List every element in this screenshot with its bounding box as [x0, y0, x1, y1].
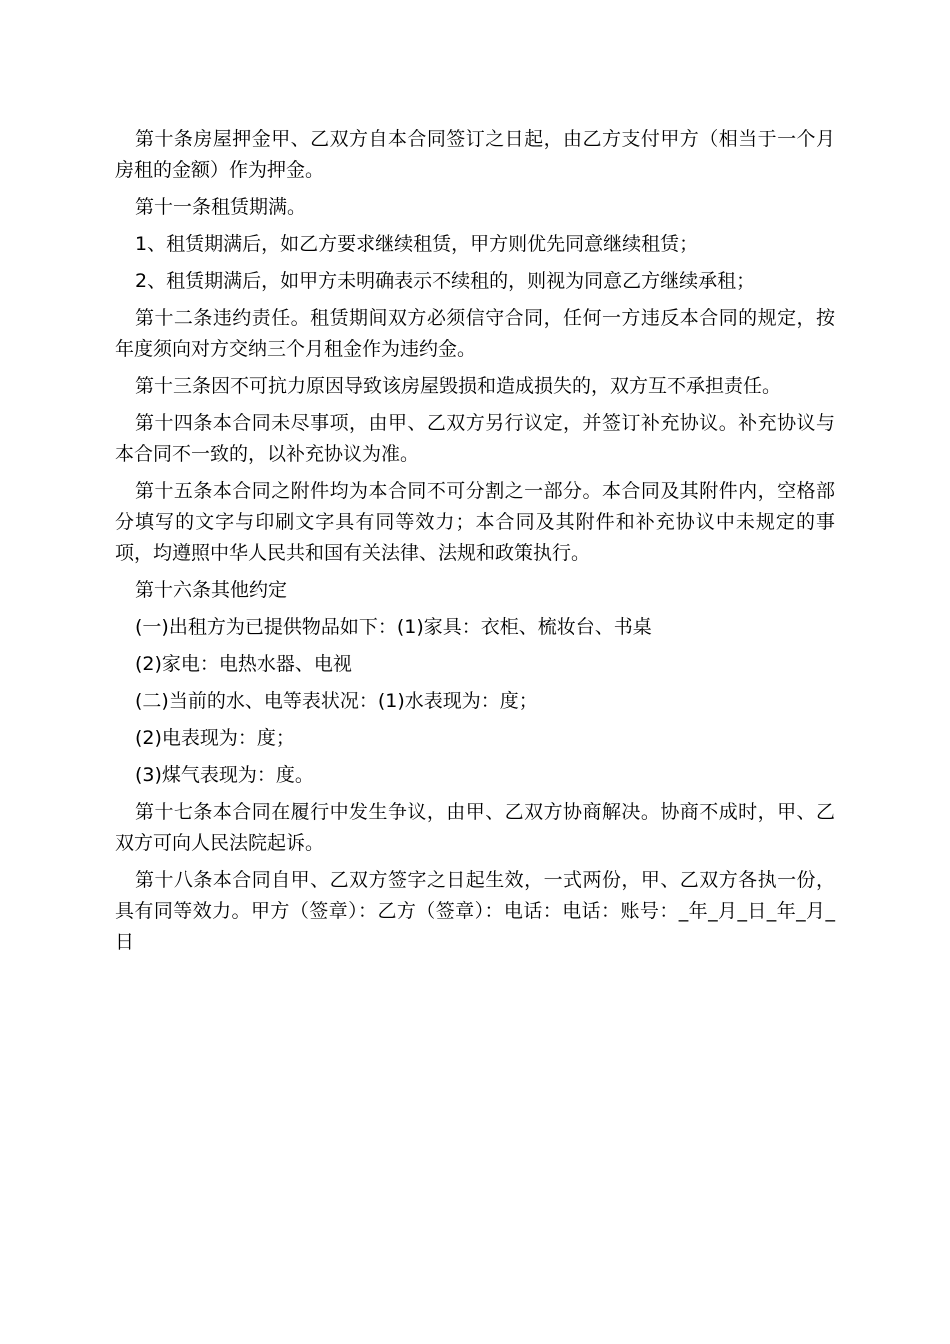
clause-16-furniture: (一)出租方为已提供物品如下：(1)家具：衣柜、梳妆台、书桌: [135, 616, 652, 638]
clause-18-signatures: 第十八条本合同自甲、乙双方签字之日起生效，一式两份，甲、乙双方各执一份，具有同等效力。甲方（签章）：乙方（签章）：电话：电话：账号：_年_月_日_年_月_日: [115, 869, 835, 953]
clause-11-item-1: 1、租赁期满后，如乙方要求继续租赁，甲方则优先同意继续租赁；: [135, 233, 699, 255]
clause-10-deposit: 第十条房屋押金甲、乙双方自本合同签订之日起，由乙方支付甲方（相当于一个月房租的金额）作为押金。: [115, 128, 835, 181]
clause-16-electric-meter: (2)电表现为：度；: [135, 727, 295, 749]
clause-16-appliances: (2)家电：电热水器、电视: [135, 653, 352, 675]
clause-16-heading: 第十六条其他约定: [135, 579, 288, 601]
clause-12-breach: 第十二条违约责任。租赁期间双方必须信守合同，任何一方违反本合同的规定，按年度须向对方交纳三个月租金作为违约金。: [115, 307, 835, 360]
clause-11-item-2: 2、租赁期满后，如甲方未明确表示不续租的，则视为同意乙方继续承租；: [135, 270, 756, 292]
clause-16-gas-meter: (3)煤气表现为：度。: [135, 764, 314, 786]
clause-16-water-meter: (二)当前的水、电等表状况：(1)水表现为：度；: [135, 690, 538, 712]
clause-13-force-majeure: 第十三条因不可抗力原因导致该房屋毁损和造成损失的，双方互不承担责任。: [135, 375, 782, 397]
clause-14-supplement: 第十四条本合同未尽事项，由甲、乙双方另行议定，并签订补充协议。补充协议与本合同不一致的，以补充协议为准。: [115, 412, 835, 465]
clause-17-disputes: 第十七条本合同在履行中发生争议，由甲、乙双方协商解决。协商不成时，甲、乙双方可向人民法院起诉。: [115, 801, 835, 854]
clause-15-attachments: 第十五条本合同之附件均为本合同不可分割之一部分。本合同及其附件内，空格部分填写的文字与印刷文字具有同等效力；本合同及其附件和补充协议中未规定的事项，均遵照中华人民共和国有关法律、法规和政策执行。: [115, 480, 835, 564]
document-body: [115, 124, 835, 964]
clause-11-heading: 第十一条租赁期满。: [135, 196, 307, 218]
